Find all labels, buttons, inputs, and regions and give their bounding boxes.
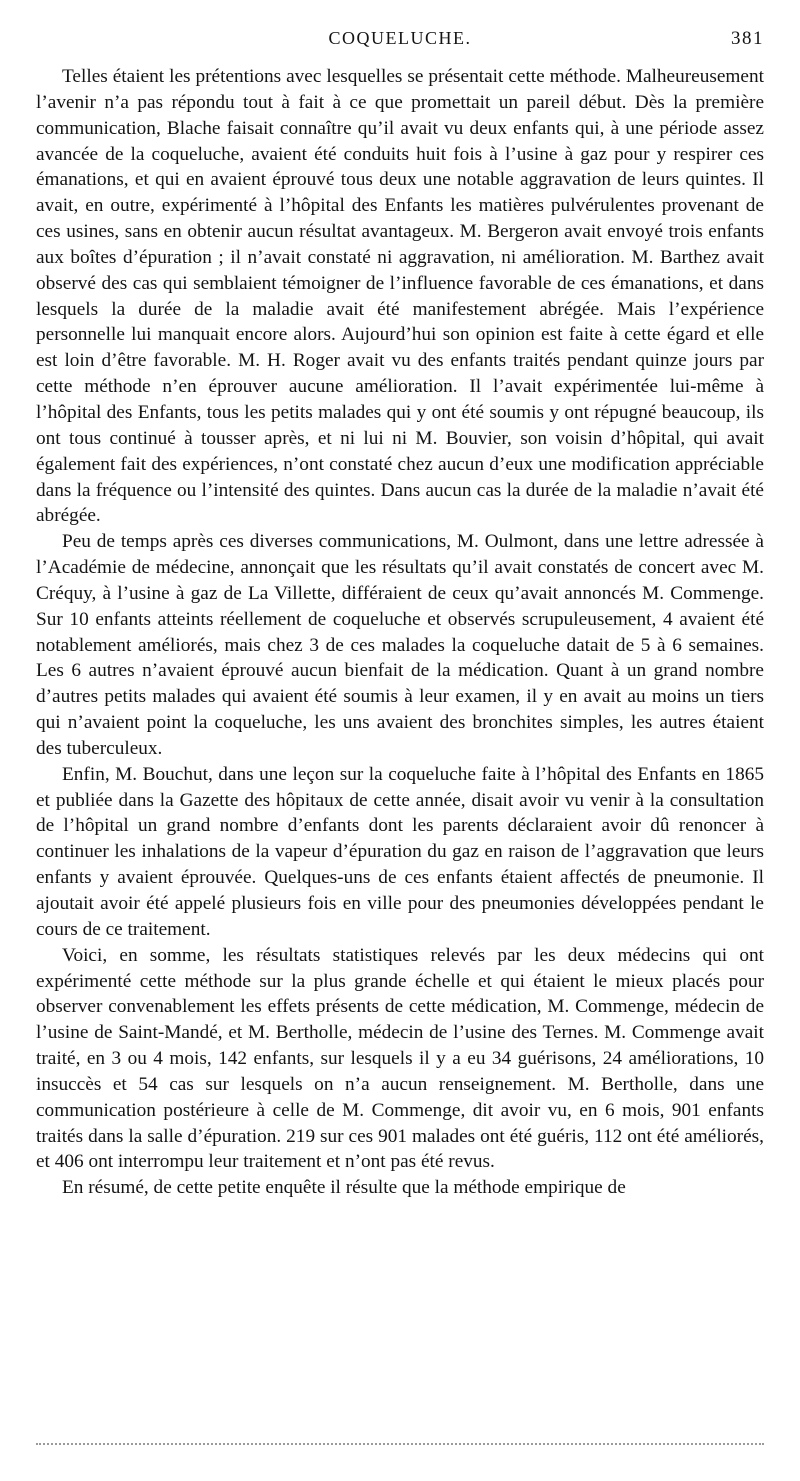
paragraph: Telles étaient les prétentions avec lesquelles se présentait cette méthode. Malheureusement l’avenir n’a pas répondu tout à fait à ce que promettait un pareil début. Dès la première communication, Blache faisait connaître qu’il avait vu deux enfants qui, à une période assez avancée de la coqueluche, avaient été conduits huit fois à l’usine à gaz pour y respirer ces émanations, et qui en avaient éprouvé tous deux une notable aggravation de leurs quintes. Il avait, en outre, expérimenté à l’hôpital des Enfants les matières pulvérulentes provenant de ces usines, sans en obtenir aucun résultat avantageux. M. Bergeron avait envoyé trois enfants aux boîtes d’épuration ; il n’avait constaté ni aggravation, ni amélioration. M. Barthez avait observé des cas qui semblaient témoigner de l’influence favorable de ces émanations, et dans lesquels la durée de la maladie avait été manifestement abrégée. Mais l’expérience personnelle lui manquait encore alors. Aujourd’hui son opinion est faite à cette égard et elle est loin d’être favorable. M. H. Roger avait vu des enfants traités pendant quinze jours par cette méthode n’en éprouver aucune amélioration. Il l’avait expérimentée lui-même à l’hôpital des Enfants, tous les petits malades qui y ont été soumis y ont répugné beaucoup, ils ont tous continué à tousser après, et ni lui ni M. Bouvier, son voisin d’hôpital, qui avait également fait des expériences, n’ont constaté chez aucun d’eux une modification appréciable dans la fréquence ou l’intensité des quintes. Dans aucun cas la durée de la maladie n’avait été abrégée. <box>36 66 764 527</box>
body-text <box>36 64 764 1201</box>
paragraph: Enfin, M. Bouchut, dans une leçon sur la coqueluche faite à l’hôpital des Enfants en 1865 et publiée dans la Gazette des hôpitaux de cette année, disait avoir vu venir à la consultation de l’hôpital un grand nombre d’enfants dont les parents déclaraient avoir dû renoncer à continuer les inhalations de la vapeur d’épuration du gaz en raison de l’aggravation que leurs enfants y avaient éprouvée. Quelques-uns de ces enfants étaient affectés de pneumonie. Il ajoutait avoir été appelé plusieurs fois en ville pour des pneumonies développées pendant le cours de ce traitement. <box>36 763 764 940</box>
paragraph: Peu de temps après ces diverses communications, M. Oulmont, dans une lettre adressée à l’Académie de médecine, annonçait que les résultats qu’il avait constatés de concert avec M. Créquy, à l’usine à gaz de La Villette, différaient de ceux qu’avait annoncés M. Commenge. Sur 10 enfants atteints réellement de coqueluche et observés scrupuleusement, 4 avaient été notablement améliorés, mais chez 3 de ces malades la coqueluche datait de 5 à 6 semaines. Les 6 autres n’avaient éprouvé aucun bienfait de la médication. Quant à un grand nombre d’autres petits malades qui avaient été soumis à leur examen, il y en avait au moins un tiers qui n’avaient point la coqueluche, les uns avaient des bronchites simples, les autres étaient des tuberculeux. <box>36 531 764 759</box>
page-header <box>36 28 764 56</box>
paragraph: Voici, en somme, les résultats statistiques relevés par les deux médecins qui ont expérimenté cette méthode sur la plus grande échelle et qui étaient le mieux placés pour observer convenablement les effets présents de cette médication, M. Commenge, médecin de l’usine de Saint-Mandé, et M. Bertholle, médecin de l’usine des Ternes. M. Commenge avait traité, en 3 ou 4 mois, 142 enfants, sur lesquels il y a eu 34 guérisons, 24 améliorations, 10 insuccès et 54 cas sur lesquels on n’a aucun renseignement. M. Bertholle, dans une communication postérieure à celle de M. Commenge, dit avoir vu, en 6 mois, 901 enfants traités dans la salle d’épuration. 219 sur ces 901 malades ont été guéris, 112 ont été améliorés, et 406 ont interrompu leur traitement et n’ont pas été revus. <box>36 944 764 1173</box>
page-number: 381 <box>731 28 764 49</box>
footer-dotted-rule <box>36 1443 764 1445</box>
paragraph: En résumé, de cette petite enquête il résulte que la méthode empirique de <box>62 1177 626 1199</box>
running-title: COQUELUCHE. <box>328 28 472 48</box>
